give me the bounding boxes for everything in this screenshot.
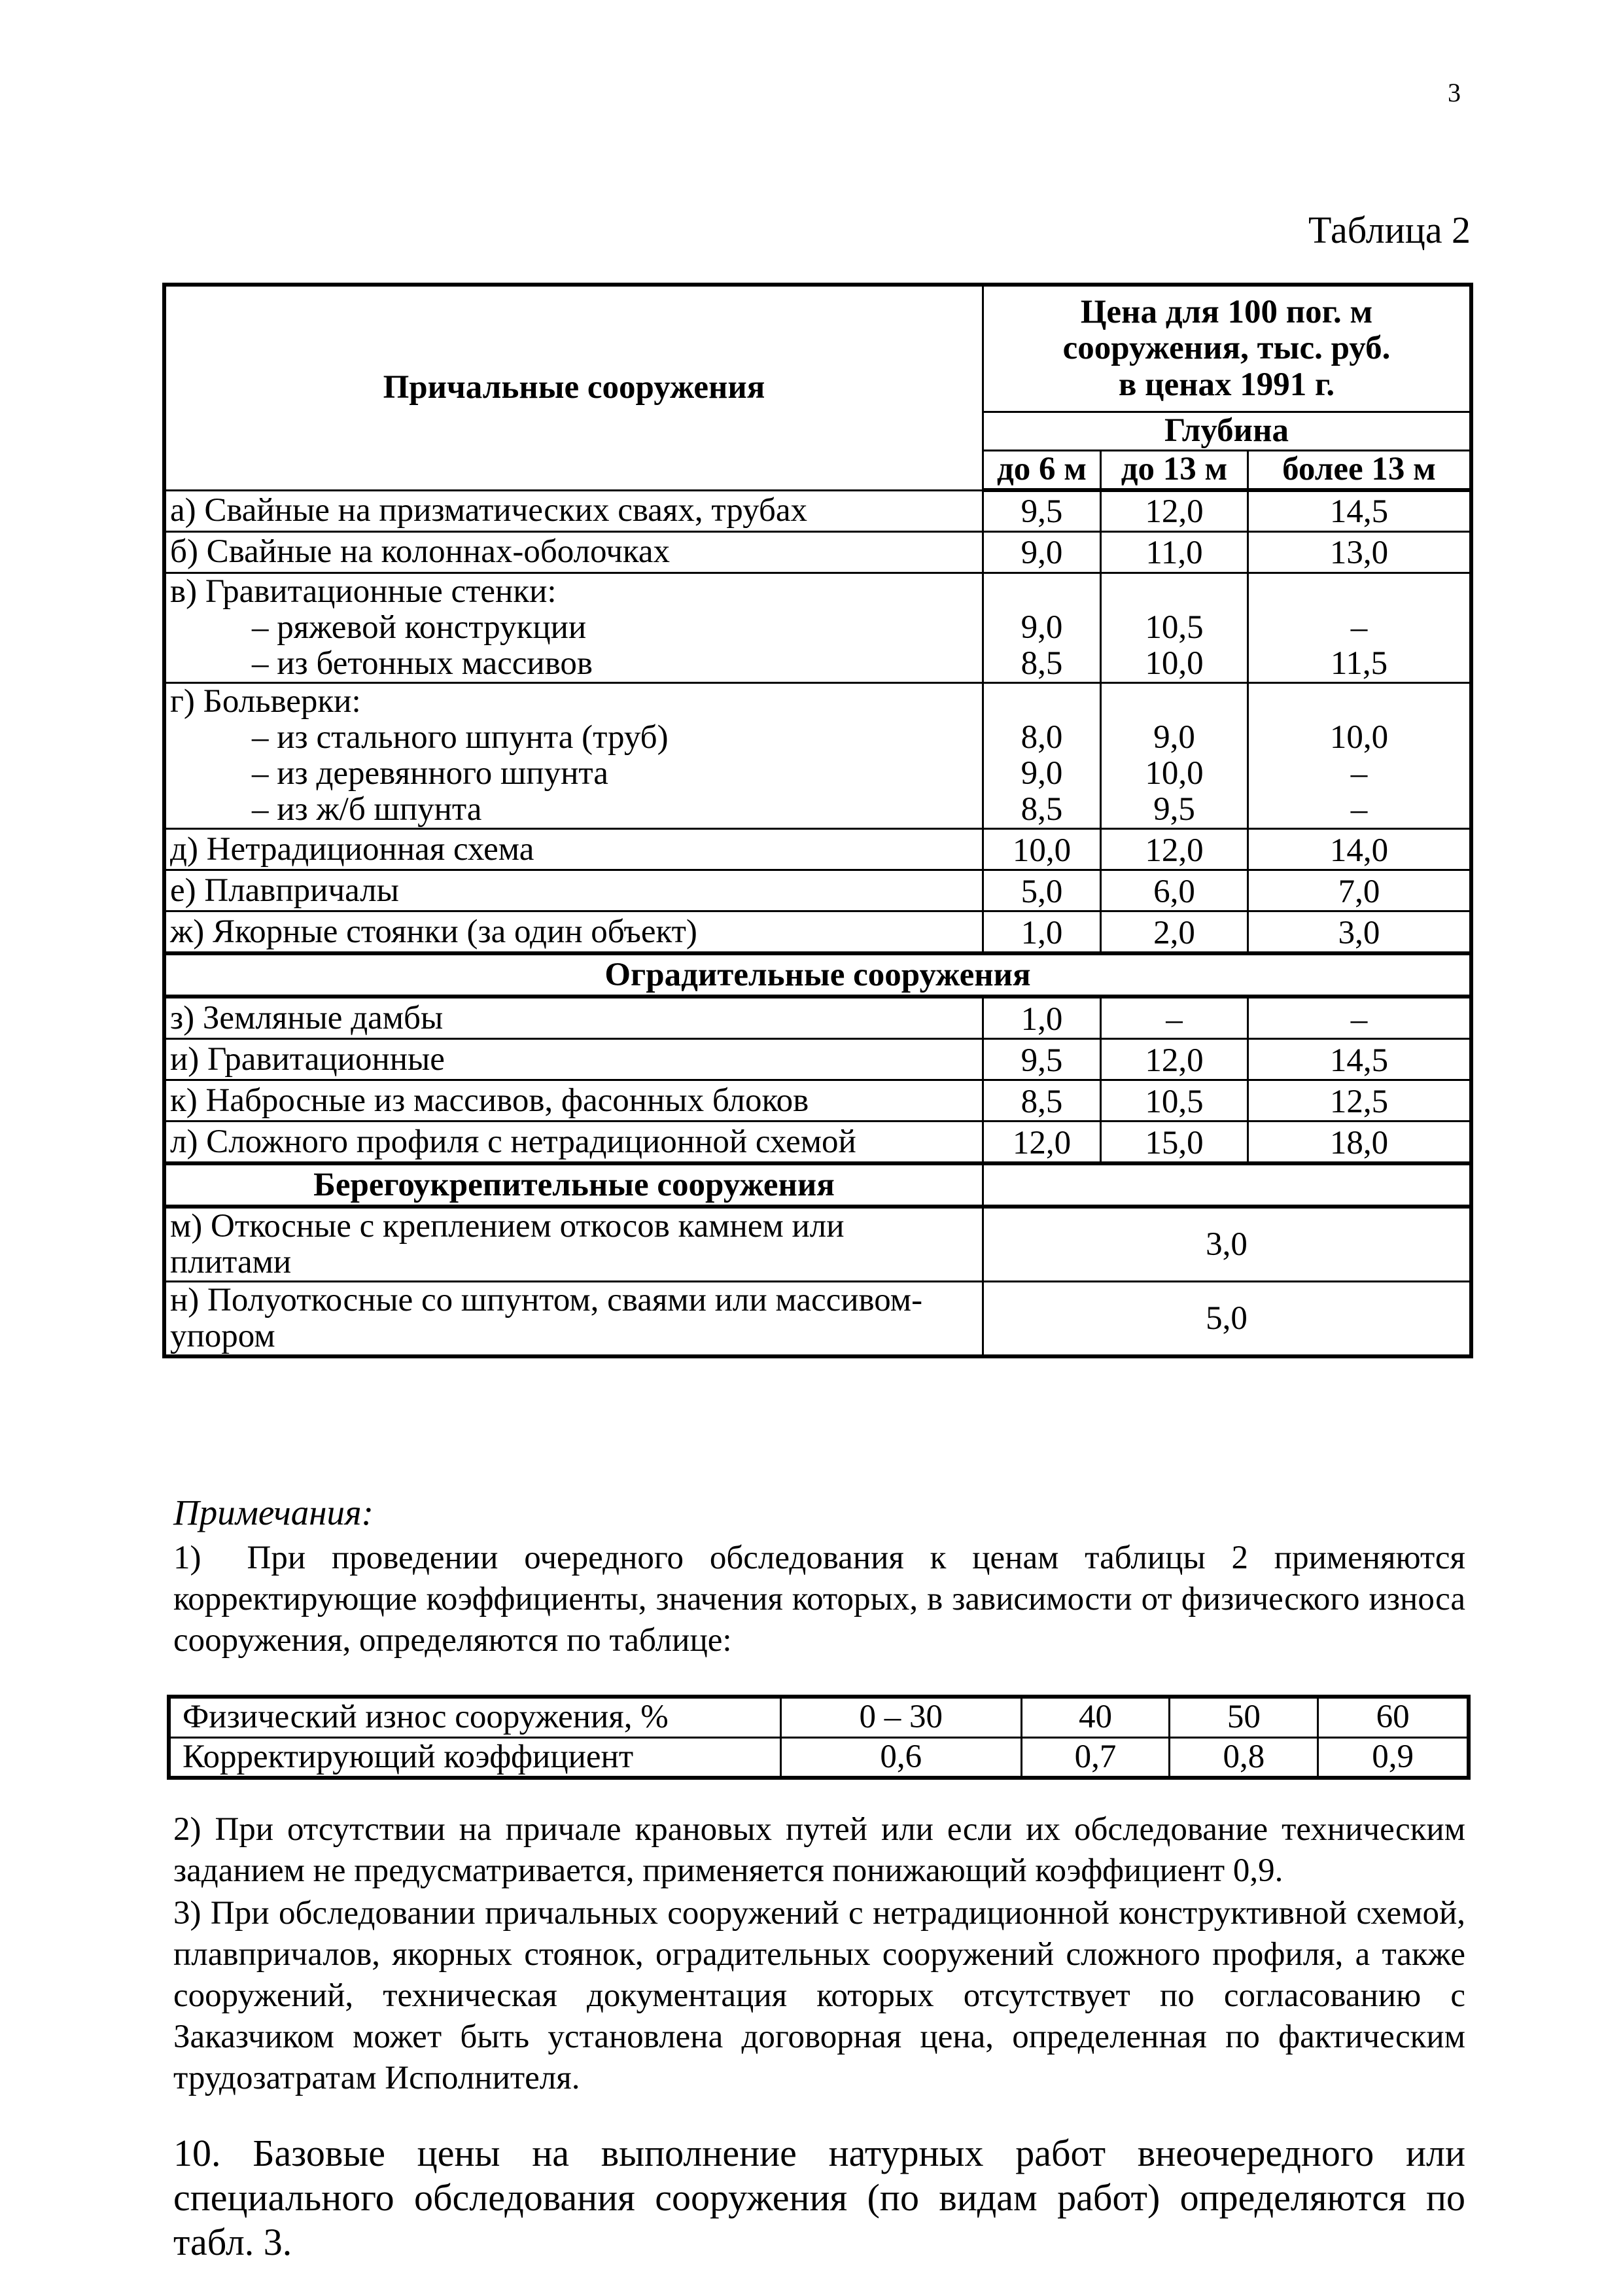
cell-value: 12,0 <box>1101 490 1248 531</box>
row-label <box>164 1207 983 1282</box>
value: 11,5 <box>1330 645 1388 682</box>
value: 8,5 <box>1021 645 1063 682</box>
row-label-line: упором <box>170 1318 275 1355</box>
cell-value <box>983 682 1101 828</box>
paragraph-10: 10. Базовые цены на выполнение натурных работ внеочередного или специального обследования сооружения (по видам работ) определяются по табл. 3. <box>173 2132 1465 2263</box>
cell-value: 5,0 <box>983 870 1101 911</box>
section-empty-cell <box>983 1163 1472 1207</box>
row-label: к) Набросные из массивов, фасонных блоков <box>164 1080 983 1122</box>
note-1-number: 1) <box>173 1540 201 1576</box>
group-label: г) Больверки: <box>170 682 361 720</box>
row-label: д) Нетрадиционная схема <box>164 829 983 870</box>
cell-value: 5,0 <box>983 1282 1472 1357</box>
cell-value: 3,0 <box>1248 911 1472 954</box>
cell-value: 10,5 <box>1101 1080 1248 1122</box>
cell-value: 10,0 <box>983 829 1101 870</box>
table-row <box>164 682 1471 828</box>
cell-value: 15,0 <box>1101 1122 1248 1164</box>
header-depth-6: до 6 м <box>983 451 1101 491</box>
cell-value: 9,5 <box>983 1039 1101 1080</box>
note-3: 3) При обследовании причальных сооружений с нетрадиционной конструктивной схемой, плавпричалов, якорных стоянок, оградительных сооружений сложного профиля, а также сооружений, техническая документация которых отсутствует по согласованию с Заказчиком может быть установлена договорная цена, определенная по фактическим трудозатратам Исполнителя. <box>173 1895 1465 2096</box>
cell-value <box>1101 573 1248 682</box>
cell-value: – <box>1101 997 1248 1039</box>
value: 10,0 <box>1145 645 1204 682</box>
cell-value: 6,0 <box>1101 870 1248 911</box>
table-row <box>164 1207 1471 1282</box>
header-price-line: в ценах 1991 г. <box>1118 366 1335 403</box>
cell-value <box>1101 682 1248 828</box>
cell-value: 13,0 <box>1248 531 1472 573</box>
header-price <box>983 285 1472 412</box>
section-row <box>164 1163 1471 1207</box>
cell-value <box>1248 573 1472 682</box>
value: 8,5 <box>1021 790 1063 828</box>
row-label: е) Плавпричалы <box>164 870 983 911</box>
row-label: б) Свайные на колоннах-оболочках <box>164 531 983 573</box>
row-label: ж) Якорные стоянки (за один объект) <box>164 911 983 954</box>
coef-cell: 0,8 <box>1170 1737 1318 1778</box>
table-row <box>164 997 1471 1039</box>
table-row <box>164 573 1471 682</box>
cell-value: 8,5 <box>983 1080 1101 1122</box>
coef-row-wear <box>169 1697 1469 1737</box>
header-price-line: сооружения, тыс. руб. <box>1062 330 1391 367</box>
coef-cell: 40 <box>1021 1697 1170 1737</box>
coef-cell: 0,9 <box>1318 1737 1469 1778</box>
section-row <box>164 953 1471 997</box>
cell-value: 11,0 <box>1101 531 1248 573</box>
header-structures: Причальные сооружения <box>164 285 983 490</box>
cell-value: 9,0 <box>983 531 1101 573</box>
cell-value: 2,0 <box>1101 911 1248 954</box>
table-row <box>164 1282 1471 1357</box>
cell-value: 3,0 <box>983 1207 1472 1282</box>
header-price-line: Цена для 100 пог. м <box>1080 294 1373 331</box>
value: 9,5 <box>1153 790 1195 828</box>
cell-value: 14,5 <box>1248 490 1472 531</box>
group-label: в) Гравитационные стенки: <box>170 573 557 610</box>
value: 8,0 <box>1021 718 1063 756</box>
row-label: з) Земляные дамбы <box>164 997 983 1039</box>
cell-value: 12,0 <box>983 1122 1101 1164</box>
notes-title: Примечания: <box>173 1492 374 1532</box>
sub-label: – ряжевой конструкции <box>252 609 587 646</box>
cell-value: – <box>1248 997 1472 1039</box>
coef-cell: 50 <box>1170 1697 1318 1737</box>
table-header-row <box>164 285 1471 412</box>
note-1 <box>173 1538 1465 1661</box>
coef-label: Физический износ сооружения, % <box>169 1697 781 1737</box>
sub-label: – из стального шпунта (труб) <box>252 718 669 756</box>
table-row <box>164 911 1471 954</box>
cell-value: 14,0 <box>1248 829 1472 870</box>
cell-value <box>983 573 1101 682</box>
header-depth-13: до 13 м <box>1101 451 1248 491</box>
coef-cell: 0 – 30 <box>781 1697 1022 1737</box>
coef-cell: 60 <box>1318 1697 1469 1737</box>
cell-value: 12,0 <box>1101 829 1248 870</box>
cell-value: 18,0 <box>1248 1122 1472 1164</box>
table-row <box>164 1039 1471 1080</box>
table-caption: Таблица 2 <box>1308 209 1471 251</box>
value: – <box>1350 754 1368 792</box>
price-table <box>162 283 1473 1358</box>
header-depth: Глубина <box>983 412 1472 451</box>
cell-value: 14,5 <box>1248 1039 1472 1080</box>
table-row <box>164 1080 1471 1122</box>
table-row <box>164 531 1471 573</box>
row-label-line: н) Полуоткосные со шпунтом, сваями или массивом- <box>170 1282 923 1319</box>
table-row <box>164 870 1471 911</box>
row-label <box>164 573 983 682</box>
value: 9,0 <box>1021 754 1063 792</box>
section-title: Берегоукрепительные сооружения <box>164 1163 983 1207</box>
row-label: и) Гравитационные <box>164 1039 983 1080</box>
coef-row-coefficient <box>169 1737 1469 1778</box>
row-label-line: м) Откосные с креплением откосов камнем или <box>170 1208 845 1245</box>
cell-value: 1,0 <box>983 911 1101 954</box>
value: 9,0 <box>1153 718 1195 756</box>
row-label: л) Сложного профиля с нетрадиционной схемой <box>164 1122 983 1164</box>
value: – <box>1350 609 1368 646</box>
value: 10,5 <box>1145 609 1204 646</box>
sub-label: – из ж/б шпунта <box>252 790 482 828</box>
cell-value: 12,5 <box>1248 1080 1472 1122</box>
note-1-text: При проведении очередного обследования к ценам таблицы 2 применяются корректирующие коэффициенты, значения которых, в зависимости от физического износа сооружения, определяются по таблице: <box>173 1540 1465 1659</box>
cell-value: 1,0 <box>983 997 1101 1039</box>
value: 10,0 <box>1329 718 1389 756</box>
section-title: Оградительные сооружения <box>164 953 1471 997</box>
sub-label: – из бетонных массивов <box>252 645 593 682</box>
cell-value <box>1248 682 1472 828</box>
coef-cell: 0,7 <box>1021 1737 1170 1778</box>
row-label: а) Свайные на призматических сваях, трубах <box>164 490 983 531</box>
header-depth-over-13: более 13 м <box>1248 451 1472 491</box>
row-label <box>164 682 983 828</box>
cell-value: 12,0 <box>1101 1039 1248 1080</box>
coefficient-table <box>167 1695 1471 1780</box>
value: 10,0 <box>1145 754 1204 792</box>
table-row <box>164 1122 1471 1164</box>
sub-label: – из деревянного шпунта <box>252 754 608 792</box>
cell-value: 9,5 <box>983 490 1101 531</box>
table-row <box>164 490 1471 531</box>
coef-cell: 0,6 <box>781 1737 1022 1778</box>
table-row <box>164 829 1471 870</box>
row-label-line: плитами <box>170 1244 292 1281</box>
coef-label: Корректирующий коэффициент <box>169 1737 781 1778</box>
row-label <box>164 1282 983 1357</box>
note-2: 2) При отсутствии на причале крановых путей или если их обследование техническим заданием не предусматривается, применяется понижающий коэффициент 0,9. <box>173 1811 1465 1889</box>
page-number: 3 <box>1448 78 1461 107</box>
value: 9,0 <box>1021 609 1063 646</box>
cell-value: 7,0 <box>1248 870 1472 911</box>
value: – <box>1350 790 1368 828</box>
